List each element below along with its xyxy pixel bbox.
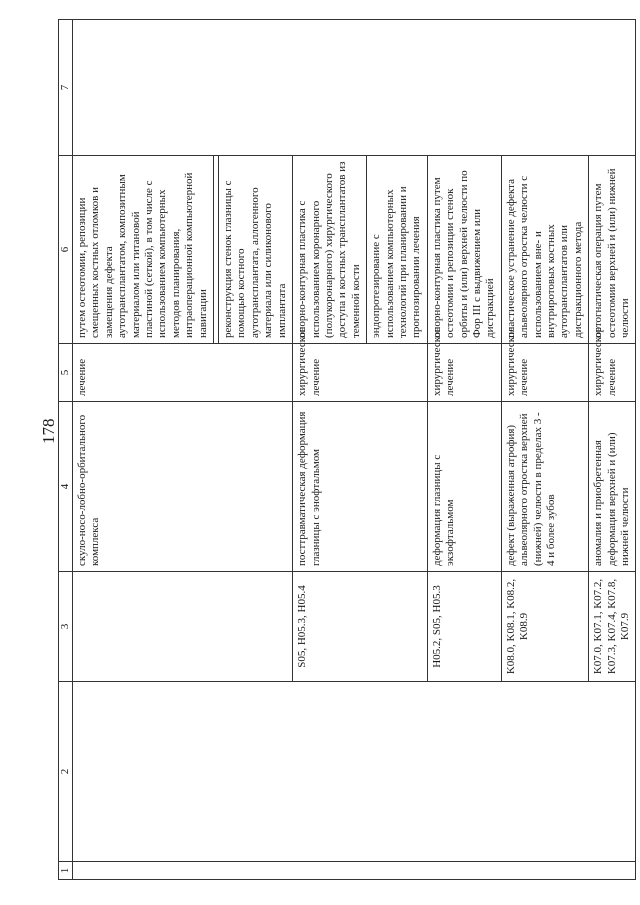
- codes-cell: K07.0, K07.1, K07.2, K07.3, K07.4, K07.8, K07.9: [589, 572, 636, 682]
- page-number: 178: [39, 418, 58, 444]
- column-number: 7: [59, 20, 73, 156]
- column-number-row: [59, 20, 73, 880]
- column-number: 5: [59, 344, 73, 402]
- column-number: 4: [59, 402, 73, 572]
- diagnosis-cell: деформация глазницы с экзофтальмом: [427, 402, 501, 572]
- method-cell: пластическое устранение дефекта альвеолярного отростка челюсти с использованием вне- и внутриротовых костных аутотрансплантатов или дистракционного метода: [501, 156, 588, 344]
- diagnosis-cell: аномалия и приобретенная деформация верхней и (или) нижней челюсти: [589, 402, 636, 572]
- codes-cell: S05, H05.3, H05.4: [293, 572, 428, 682]
- table-row: [73, 20, 214, 880]
- method-cell: опорно-контурная пластика путем остеотомии и репозиции стенок орбиты и (или) верхней челюсти по Фор III с выдвижением или дистракцией: [427, 156, 501, 344]
- method-cell: путем остеотомии, репозиции смещенных костных отломков и замещения дефекта аутотрансплантатом, композитным материалом или титановой пластиной (сеткой), в том числе с использованием компьютерных методов планирования, интраоперационной компьютерной навигации: [73, 156, 214, 344]
- column-number: 3: [59, 572, 73, 682]
- method-cell: эндопротезирование с использованием компьютерных технологий при планировании и прогнозировании лечения: [367, 156, 428, 344]
- method-cell: реконструкция стенок глазницы с помощью костного аутотрансплантата, аллогенного материала или силиконового имплантата: [219, 156, 293, 344]
- column-number: 1: [59, 862, 73, 880]
- method-cell: ортогнатическая операция путем остеотомии верхней и (или) нижней челюсти: [589, 156, 636, 344]
- column-1-cell: [73, 862, 636, 880]
- diagnosis-cell: посттравматическая деформация глазницы с энофтальмом: [293, 402, 428, 572]
- treatment-type-cell: хирургическое лечение: [427, 344, 501, 402]
- diagnosis-cell: скуло-носо-лобно-орбитального комплекса: [73, 402, 293, 572]
- codes-cell: H05.2, S05, H05.3: [427, 572, 501, 682]
- codes-cell: K08.0, K08.1, K08.2, K08.9: [501, 572, 588, 682]
- column-7-cell: [73, 20, 636, 156]
- treatment-type-cell: хирургическое лечение: [501, 344, 588, 402]
- column-number: 6: [59, 156, 73, 344]
- treatment-type-cell: лечение: [73, 344, 293, 402]
- medical-care-table: [58, 19, 636, 880]
- diagnosis-cell: дефект (выраженная атрофия) альвеолярного отростка верхней (нижней) челюсти в пределах 3 - 4 и более зубов: [501, 402, 588, 572]
- codes-cell: [73, 572, 293, 682]
- treatment-type-cell: хирургическое лечение: [589, 344, 636, 402]
- treatment-type-cell: хирургическое лечение: [293, 344, 428, 402]
- method-cell: опорно-контурная пластика с использованием коронарного (полукоронарного) хирургического доступа и костных трансплантатов из теменной кости: [293, 156, 367, 344]
- column-number: 2: [59, 682, 73, 862]
- column-2-cell: [73, 682, 636, 862]
